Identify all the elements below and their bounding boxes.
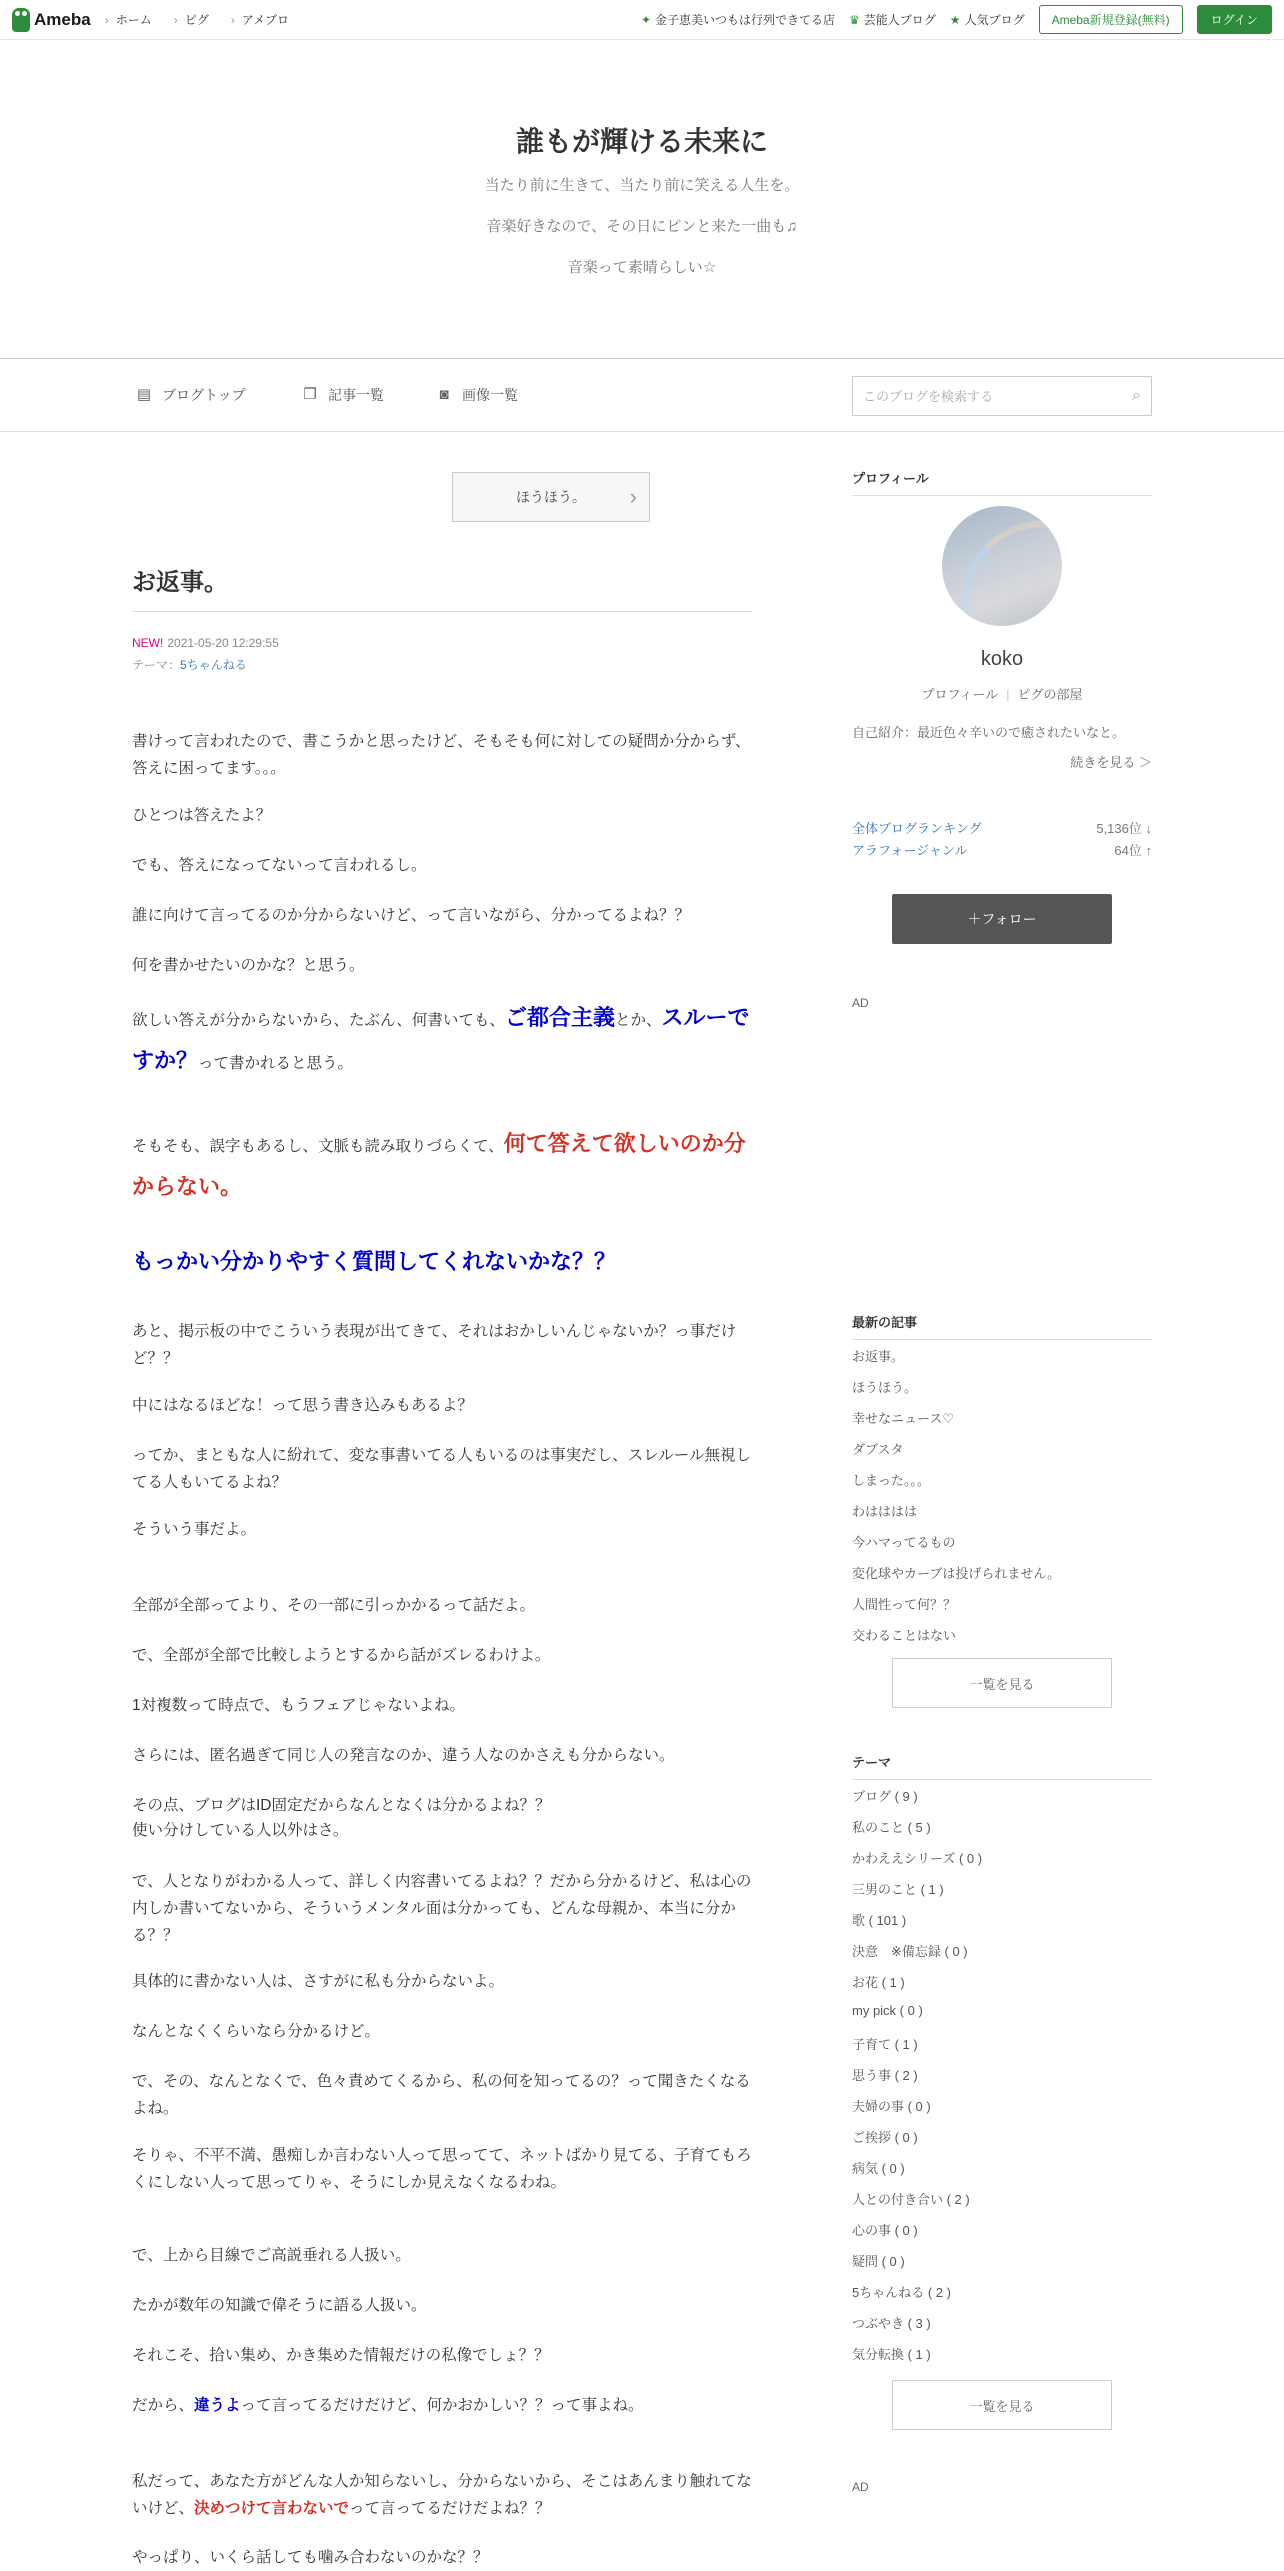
top-link-celebrity[interactable] [849, 11, 936, 28]
entry-meta [132, 632, 279, 676]
theme-item[interactable]: かわええシリーズ ( 0 ) [852, 1851, 983, 1866]
theme-item[interactable]: 人との付き合い ( 2 ) [852, 2192, 970, 2207]
theme-item[interactable]: 5ちゃんねる ( 2 ) [852, 2285, 951, 2300]
top-right [641, 5, 1272, 34]
crown-icon: ♛ [849, 13, 860, 27]
theme-item[interactable]: 心の事 ( 0 ) [852, 2223, 918, 2238]
entry-paragraph: 使い分けしている人以外はさ。 [132, 1822, 349, 1839]
nav-blog-top-label: ブログトップ [162, 387, 246, 403]
entry-paragraph: ひとつは答えたよ？ [132, 807, 272, 824]
top-bar [0, 0, 1284, 40]
entry-paragraph: それこそ、拾い集め、かき集めた情報だけの私像でしょ？？ [132, 2347, 550, 2364]
text-span: とか、 [614, 1012, 662, 1029]
recent-heading: 最新の記事 [852, 1312, 1152, 1340]
emphasis-blue: 違うよ [194, 2397, 241, 2414]
ranking-label[interactable]: 全体ブログランキング [852, 821, 982, 836]
entry-paragraph: 全部が全部ってより、その一部に引っかかるって話だよ。 [132, 1597, 536, 1614]
text-span: だから、 [132, 2397, 195, 2414]
star-icon: ★ [949, 13, 961, 27]
theme-item[interactable]: 子育て ( 1 ) [852, 2037, 918, 2052]
blog-desc-line: 当たり前に生きて、当たり前に笑える人生を。 [484, 177, 800, 194]
entry-paragraph: その点、ブログはID固定だからなんとなくは分かるよね？？ [132, 1797, 551, 1814]
entry-paragraph: 1対複数って時点で、もうフェアじゃないよね。 [132, 1697, 466, 1714]
recent-item[interactable]: ほうほう。 [852, 1380, 918, 1395]
recent-item[interactable]: 交わることはない [852, 1628, 957, 1643]
recent-item[interactable]: 今ハマってるもの [852, 1535, 956, 1550]
login-button[interactable]: ログイン [1197, 5, 1272, 34]
ranking-label[interactable]: アラフォージャンル [852, 843, 968, 858]
entry-paragraph: なんとなくくらいなら分かるけど。 [132, 2023, 381, 2040]
recent-item[interactable]: 人間性って何？？ [852, 1597, 957, 1612]
entry-paragraph: そういう事だよ。 [132, 1521, 257, 1538]
pigg-room-link[interactable]: ピグの部屋 [1017, 687, 1083, 702]
logo-text: Ameba [34, 9, 91, 29]
top-link-featured-label: 金子恵美いつもは行列できてる店 [655, 13, 836, 27]
entry-paragraph [132, 998, 752, 1084]
profile-intro: 自己紹介：最近色々辛いので癒されたいなと。 [852, 725, 1126, 740]
blog-title[interactable]: 誰もが輝ける未来に [515, 126, 768, 157]
ranking-row [852, 818, 1152, 837]
theme-item[interactable]: ご挨拶 ( 0 ) [852, 2130, 918, 2145]
text-span: 私だって、あなた方がどんな人か知らないし、分からないから、そこはあんまり触れてないけど、 [132, 2473, 752, 2517]
top-link-celebrity-label: 芸能人ブログ [863, 13, 936, 27]
theme-item[interactable]: 決意 ※備忘録 ( 0 ) [852, 1944, 968, 1959]
prev-entry-button[interactable] [452, 472, 650, 522]
theme-item[interactable]: 歌 ( 101 ) [852, 1913, 907, 1928]
profile-links [852, 684, 1152, 703]
entry-paragraph: やっぱり、いくら話しても噛み合わないのかな？？ [132, 2549, 489, 2566]
top-nav-pigg[interactable]: › ピグ [174, 11, 209, 28]
theme-link[interactable]: 5ちゃんねる [180, 658, 247, 672]
avatar[interactable] [942, 506, 1062, 626]
top-nav-ameblo[interactable]: › アメブロ [231, 11, 289, 28]
new-badge: NEW! [132, 636, 164, 650]
recent-list-more-button[interactable]: 一覧を見る [892, 1658, 1112, 1708]
top-nav-home[interactable]: › ホーム [105, 11, 152, 28]
blog-desc-line: 音楽って素晴らしい☆ [567, 259, 717, 276]
text-span: って言ってるだけだけど、何かおかしい？？って事よね。 [240, 2397, 644, 2414]
search-icon[interactable]: ⌕ [1132, 387, 1141, 404]
entry-paragraph: で、人となりがわかる人って、詳しく内容書いてるよね？？だから分かるけど、私は心の内しか書いてないから、そういうメンタル面は分かっても、どんな母親か、本当に分かる？？ [132, 1873, 752, 1944]
text-span: って言ってるだけだよね？？ [349, 2500, 551, 2517]
theme-item[interactable]: 気分転換 ( 1 ) [852, 2347, 931, 2362]
theme-list-more-button[interactable]: 一覧を見る [892, 2380, 1112, 2430]
nav-blog-top[interactable] [136, 385, 246, 405]
theme-item[interactable]: お花 ( 1 ) [852, 1975, 905, 1990]
recent-item[interactable]: 幸せなニュース♡ [852, 1411, 955, 1426]
entry-paragraph: そりゃ、不平不満、愚痴しか言わない人って思ってて、ネットばかり見てる、子育てもろくにしない人って思ってりゃ、そうにしか見えなくなるわね。 [132, 2147, 752, 2191]
emphasis-heading: もっかい分かりやすく質問してくれないかな？？ [132, 1249, 617, 1274]
prev-entry-label: ほうほう。 [516, 489, 586, 505]
entry-paragraph: で、その、なんとなくで、色々責めてくるから、私の何を知ってるの？って聞きたくなるよね。 [132, 2073, 751, 2117]
blog-desc-line: 音楽好きなので、その日にピンと来た一曲も♫ [486, 218, 798, 235]
ranking-value: 64位 ↑ [1114, 843, 1152, 858]
blog-nav [0, 358, 1284, 432]
recent-item[interactable]: お返事。 [852, 1349, 905, 1364]
blog-search [852, 376, 1152, 416]
theme-item[interactable]: つぶやき ( 3 ) [852, 2316, 931, 2331]
document-icon: ▤ [136, 386, 152, 403]
emphasis-blue: ご都合主義 [504, 1005, 615, 1030]
ameba-logo[interactable] [12, 8, 91, 32]
theme-item[interactable]: 思う事 ( 2 ) [852, 2068, 918, 2083]
recent-item[interactable]: しまった。。。 [852, 1473, 931, 1488]
entry-paragraph: 中にはなるほどな！って思う書き込みもあるよ？ [132, 1397, 474, 1414]
emphasis-blue: スルーですか？ [132, 1005, 750, 1073]
entry-date: 2021-05-20 12:29:55 [167, 636, 279, 650]
recent-item[interactable]: わはははは [852, 1504, 918, 1519]
copy-icon: ❐ [303, 386, 317, 403]
nav-image-list-label: 画像一覧 [462, 387, 518, 403]
theme-label: テーマ： [132, 658, 181, 672]
ranking-value: 5,136位 ↓ [1096, 821, 1152, 836]
profile-name[interactable]: koko [980, 648, 1024, 670]
emphasis-red: 何て答えて欲しいのか分からない。 [132, 1131, 746, 1199]
entry-paragraph: あと、掲示板の中でこういう表現が出てきて、それはおかしいんじゃないか？っ事だけど？？ [132, 1323, 737, 1367]
blog-description [0, 174, 1284, 277]
theme-item[interactable]: 夫婦の事 ( 0 ) [852, 2099, 931, 2114]
text-span: そもそも、誤字もあるし、文脈も読み取りづらくて、 [132, 1138, 504, 1155]
ad-label: AD [852, 2480, 869, 2494]
entry-paragraph: ってか、まともな人に紛れて、変な事書いてる人もいるのは事実だし、スレルール無視してる人もいてるよね？ [132, 1447, 751, 1491]
follow-button[interactable]: ＋フォロー [892, 894, 1112, 944]
recent-item[interactable]: 変化球やカーブは投げられません。 [852, 1566, 1061, 1581]
nav-entry-list[interactable] [302, 385, 384, 405]
frog-logo-icon [12, 8, 30, 32]
entry-paragraph: で、全部が全部で比較しようとするから話がズレるわけよ。 [132, 1647, 551, 1664]
chevron-right-icon: › [629, 484, 637, 509]
register-button[interactable]: Ameba新規登録(無料) [1039, 5, 1183, 34]
blog-header [0, 40, 1284, 358]
search-input[interactable] [863, 389, 1132, 404]
profile-heading: プロフィール [852, 468, 1152, 496]
entry-paragraph: さらには、匿名過ぎて同じ人の発言なのか、違う人なのかさえも分からない。 [132, 1747, 675, 1764]
entry-paragraph [132, 1124, 752, 1210]
profile-link[interactable]: プロフィール [921, 687, 999, 702]
camera-icon: ◙ [439, 386, 449, 403]
entry-paragraph: 誰に向けて言ってるのか分からないけど、って言いながら、分かってるよね？？ [132, 907, 691, 924]
entry-paragraph: でも、答えになってないって言われるし。 [132, 857, 427, 874]
entry-paragraph: 何を書かせたいのかな？と思う。 [132, 957, 365, 974]
entry-paragraph: たかが数年の知識で偉そうに語る人扱い。 [132, 2297, 427, 2314]
top-link-featured[interactable] [641, 11, 835, 28]
entry-paragraph: 書けって言われたので、書こうかと思ったけど、そもそも何に対しての疑問か分からず、答えに困ってます。。。 [132, 733, 751, 777]
text-span: って書かれると思う。 [198, 1055, 354, 1072]
theme-item[interactable]: 病気 ( 0 ) [852, 2161, 905, 2176]
emphasis-red: 決めつけて言わないで [194, 2500, 350, 2517]
text-span: 欲しい答えが分からないから、たぶん、何書いても、 [132, 1012, 505, 1029]
theme-item[interactable]: 疑問 ( 0 ) [852, 2254, 905, 2269]
theme-heading: テーマ [852, 1752, 1152, 1780]
theme-item[interactable]: my pick ( 0 ) [852, 2003, 923, 2018]
theme-item[interactable]: 三男のこと ( 1 ) [852, 1882, 944, 1897]
ad-label: AD [852, 996, 869, 1010]
entry-title[interactable]: お返事。 [132, 562, 752, 612]
entry-paragraph: 具体的に書かない人は、さすがに私も分からないよ。 [132, 1973, 505, 1990]
theme-item[interactable]: 私のこと ( 5 ) [852, 1820, 931, 1835]
top-link-popular-label: 人気ブログ [964, 13, 1025, 27]
nav-entry-list-label: 記事一覧 [328, 387, 384, 403]
top-nav [105, 11, 289, 28]
read-more-link[interactable]: 続きを見る ＞ [1070, 755, 1152, 770]
nav-image-list[interactable] [436, 385, 518, 405]
entry-paragraph [132, 2392, 752, 2419]
divider: | [1006, 687, 1010, 702]
theme-item[interactable]: ブログ ( 9 ) [852, 1789, 918, 1804]
sparkle-icon: ✦ [640, 13, 651, 27]
ranking-row [852, 840, 1152, 859]
entry-paragraph [132, 2468, 752, 2522]
recent-item[interactable]: ダブスタ [852, 1442, 904, 1457]
entry-paragraph: で、上から目線でご高説垂れる人扱い。 [132, 2247, 411, 2264]
top-link-popular[interactable] [950, 11, 1025, 28]
